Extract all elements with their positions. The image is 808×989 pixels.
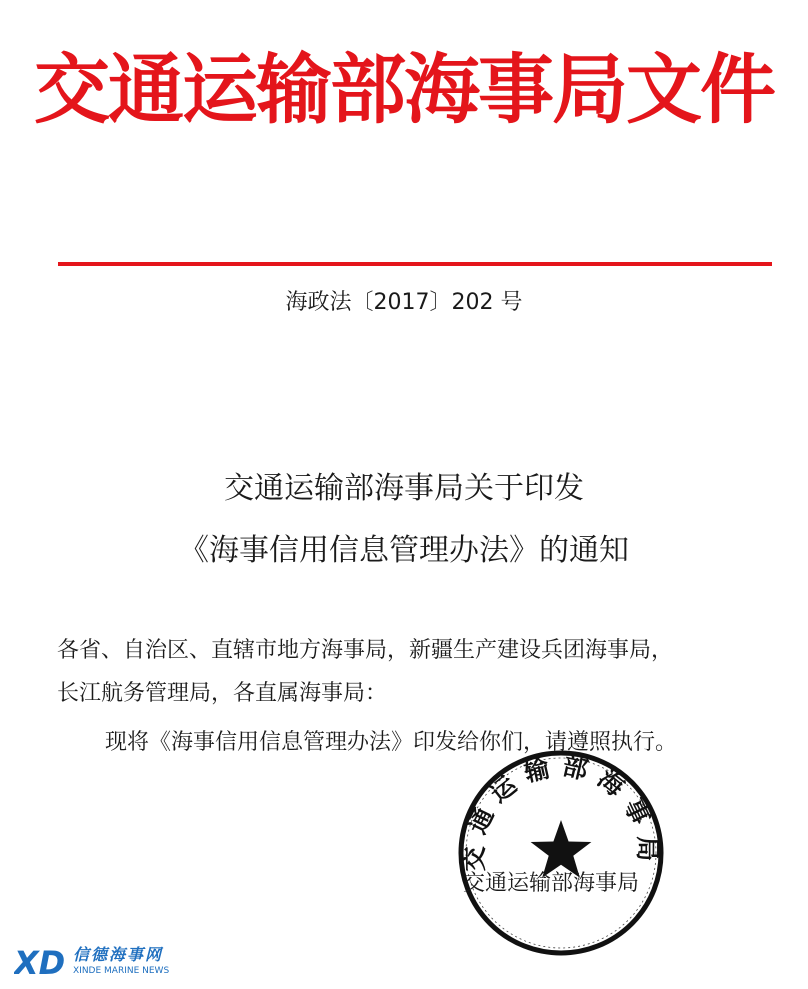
document-masthead: 交通运输部海事局文件 bbox=[34, 45, 774, 134]
addressees-line-1: 各省、自治区、直辖市地方海事局，新疆生产建设兵团海事局， bbox=[57, 638, 674, 663]
addressees-line-2: 长江航务管理局，各直属海事局： bbox=[57, 681, 388, 706]
seal-ring-text: 交通运输部海事局 bbox=[459, 751, 663, 872]
red-separator-line bbox=[58, 262, 772, 266]
document-number: 海政法〔2017〕202 号 bbox=[285, 290, 523, 315]
notice-title-line-1: 交通运输部海事局关于印发 bbox=[224, 471, 584, 506]
watermark-site-name-en: XINDE MARINE NEWS bbox=[73, 966, 170, 976]
logo-letters: XD bbox=[14, 944, 66, 980]
notice-title-line-2: 《海事信用信息管理办法》的通知 bbox=[179, 533, 629, 568]
official-seal-icon bbox=[456, 748, 666, 958]
notice-body-paragraph: 现将《海事信用信息管理办法》印发给你们，请遵照执行。 bbox=[105, 730, 678, 755]
signing-organization: 交通运输部海事局 bbox=[463, 871, 640, 896]
watermark-site-name: 信德海事网 bbox=[73, 945, 164, 964]
